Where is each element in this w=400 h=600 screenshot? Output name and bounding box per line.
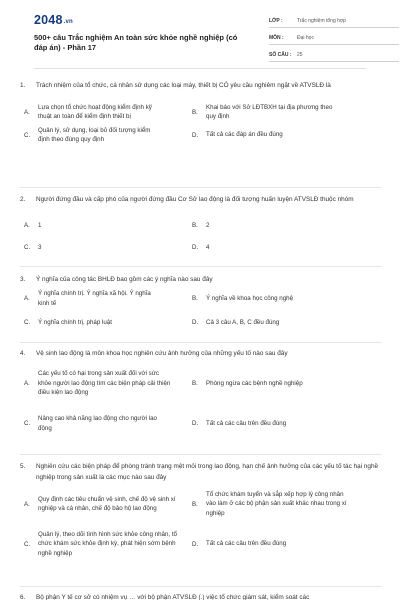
question-number: 5. [20, 463, 26, 470]
option-d[interactable] [188, 237, 364, 259]
option-text: Lựa chọn tổ chức hoạt động kiểm định kỹ thuật an toàn để kiểm định thiết bị [38, 103, 152, 120]
option-letter: B. [192, 222, 198, 229]
option-letter: C. [24, 540, 31, 548]
option-d[interactable] [188, 311, 364, 335]
document-title: 500+ câu Trắc nghiệm An toàn sức khỏe nghề nghiệp (có đáp án) - Phần 17 [34, 33, 238, 53]
meta-value: Đại học [297, 34, 314, 41]
option-letter: A. [24, 108, 30, 116]
question-body: Nghiên cứu các biện pháp để phòng tránh trạng mệt mỏi trong lao động, hạn chế ảnh hưởng của các yếu tố tác hại nghề nghiệp trong sản xuất là các mục nào sau đây [36, 463, 379, 481]
question-number: 6. [20, 594, 26, 600]
question-item [20, 455, 382, 587]
option-letter: B. [192, 108, 198, 116]
option-letter: B. [192, 500, 198, 508]
option-letter: D. [192, 420, 199, 427]
option-text: Nâng cao khả năng lao động cho người lao động [38, 415, 157, 432]
option-letter: A. [24, 380, 30, 387]
meta-label: LỚP : [269, 17, 283, 24]
option-text: Ý nghĩa chính trị, pháp luật [38, 318, 112, 326]
option-d[interactable] [188, 404, 364, 444]
question-body: Ý nghĩa của công tác BHLĐ bao gồm các ý nghĩa nào sau đây [36, 276, 213, 283]
option-letter: A. [24, 222, 30, 229]
option-letter: D. [192, 244, 199, 251]
meta-label: MÔN : [269, 34, 284, 41]
option-d[interactable] [188, 524, 364, 564]
option-a[interactable] [20, 101, 188, 124]
option-b[interactable] [188, 215, 364, 237]
question-list [20, 76, 382, 598]
question-text [20, 81, 382, 92]
option-text: Tất cả các đáp án đều đúng [206, 131, 283, 139]
meta-table [269, 14, 399, 65]
option-text: Khai báo với Sở LĐTBXH tại địa phương theo quy định [206, 103, 333, 120]
option-text: Ý nghĩa chính trị. Ý nghĩa xã hội. Ý nghĩa kinh tế [38, 290, 151, 307]
logo-main: 2048 [34, 13, 63, 27]
option-text: 2 [206, 221, 210, 229]
option-text: 1 [38, 221, 42, 229]
option-grid [20, 101, 382, 147]
option-letter: A. [24, 295, 30, 302]
meta-value: 25 [297, 51, 303, 58]
question-text [20, 349, 382, 360]
option-b[interactable] [188, 364, 364, 404]
question-text [20, 275, 382, 286]
option-b[interactable] [188, 484, 364, 524]
option-text: Quy định các tiêu chuẩn vệ sinh, chế độ vệ sinh xí nghiệp và cá nhân, chế độ bảo hộ lao động [38, 495, 176, 512]
question-item [20, 267, 382, 343]
option-text: 4 [206, 243, 210, 251]
option-text: 3 [38, 243, 42, 251]
meta-label: SỐ CÂU : [269, 51, 292, 58]
option-letter: D. [192, 540, 199, 548]
option-letter: D. [192, 131, 199, 139]
option-b[interactable] [188, 101, 364, 124]
option-letter: A. [24, 500, 30, 508]
option-text: Ý nghĩa về khoa học công nghệ [206, 294, 294, 302]
question-text [20, 593, 382, 600]
option-text: Tất cả các câu trên đều đúng [206, 540, 287, 548]
question-item [20, 188, 382, 267]
meta-value: Trắc nghiệm tổng hợp [297, 17, 346, 24]
question-body: Trách nhiệm của tổ chức, cá nhân sử dụng các loại máy, thiết bị CÓ yêu cầu nghiêm ngặt về ATVSLĐ là [36, 82, 331, 89]
option-text: Các yếu tố có hại trong sản xuất đối với sức khỏe người lao động tìm các biện pháp cải thiện điều kiện lao động [38, 370, 171, 397]
option-grid [20, 215, 382, 259]
meta-row-class [269, 14, 399, 28]
option-grid [20, 364, 382, 444]
question-body: Người đứng đầu và cấp phó của người đứng đầu Cơ Sở lao động là đối tượng huấn luyện ATVSLĐ thuộc nhóm [36, 196, 354, 203]
option-letter: C. [24, 319, 31, 326]
option-c[interactable] [20, 124, 188, 147]
option-a[interactable] [20, 364, 188, 404]
option-letter: C. [24, 131, 31, 139]
option-letter: D. [192, 319, 199, 326]
option-c[interactable] [20, 311, 188, 335]
meta-row-subject [269, 31, 399, 45]
option-a[interactable] [20, 215, 188, 237]
option-letter: C. [24, 420, 31, 427]
question-item [20, 76, 382, 188]
question-number: 4. [20, 350, 26, 357]
document-header [16, 0, 384, 66]
meta-row-count [269, 48, 399, 62]
site-logo[interactable] [34, 13, 73, 27]
option-b[interactable] [188, 287, 364, 311]
question-item [20, 343, 382, 455]
question-number: 3. [20, 276, 26, 283]
question-body: Bộ phận Y tế cơ sở có nhiệm vụ … với bộ phận ATVSLĐ (.) việc tổ chức giám sát, kiểm soát các [36, 594, 310, 600]
question-body: Vệ sinh lao động là môn khoa học nghiên cứu ảnh hưởng của những yếu tố nào sau đây [36, 350, 288, 357]
option-a[interactable] [20, 484, 188, 524]
option-text: Quản lý, theo dõi tình hình sức khỏe công nhân, tổ chức khám sức khỏe định kỳ, phát hiện sớm bệnh nghề nghiệp [38, 530, 177, 557]
option-text: Cả 3 câu A, B, C đều đúng [206, 318, 280, 326]
question-item [20, 587, 382, 598]
option-text: Tổ chức khám tuyển và sắp xếp hợp lý công nhân vào làm ở các bộ phận sản xuất khác nhau trong xí nghiệp [206, 490, 347, 517]
option-letter: B. [192, 380, 198, 387]
option-text: Quản lý, sử dụng, loại bỏ đối tượng kiểm định theo đúng quy định [38, 126, 151, 143]
option-c[interactable] [20, 237, 188, 259]
option-letter: C. [24, 244, 31, 251]
option-letter: B. [192, 295, 198, 302]
header-divider [34, 68, 366, 69]
option-grid [20, 484, 382, 564]
question-number: 1. [20, 82, 26, 89]
question-text [20, 195, 382, 206]
option-grid [20, 287, 382, 335]
logo-tld: .vn [63, 19, 73, 25]
question-number: 2. [20, 196, 26, 203]
option-c[interactable] [20, 404, 188, 444]
option-d[interactable] [188, 124, 364, 147]
option-text: Tất cả các câu trên đều đúng [206, 419, 287, 427]
question-text [20, 462, 382, 483]
option-text: Phòng ngừa các bệnh nghề nghiệp [206, 379, 303, 387]
option-a[interactable] [20, 287, 188, 311]
option-c[interactable] [20, 524, 188, 564]
